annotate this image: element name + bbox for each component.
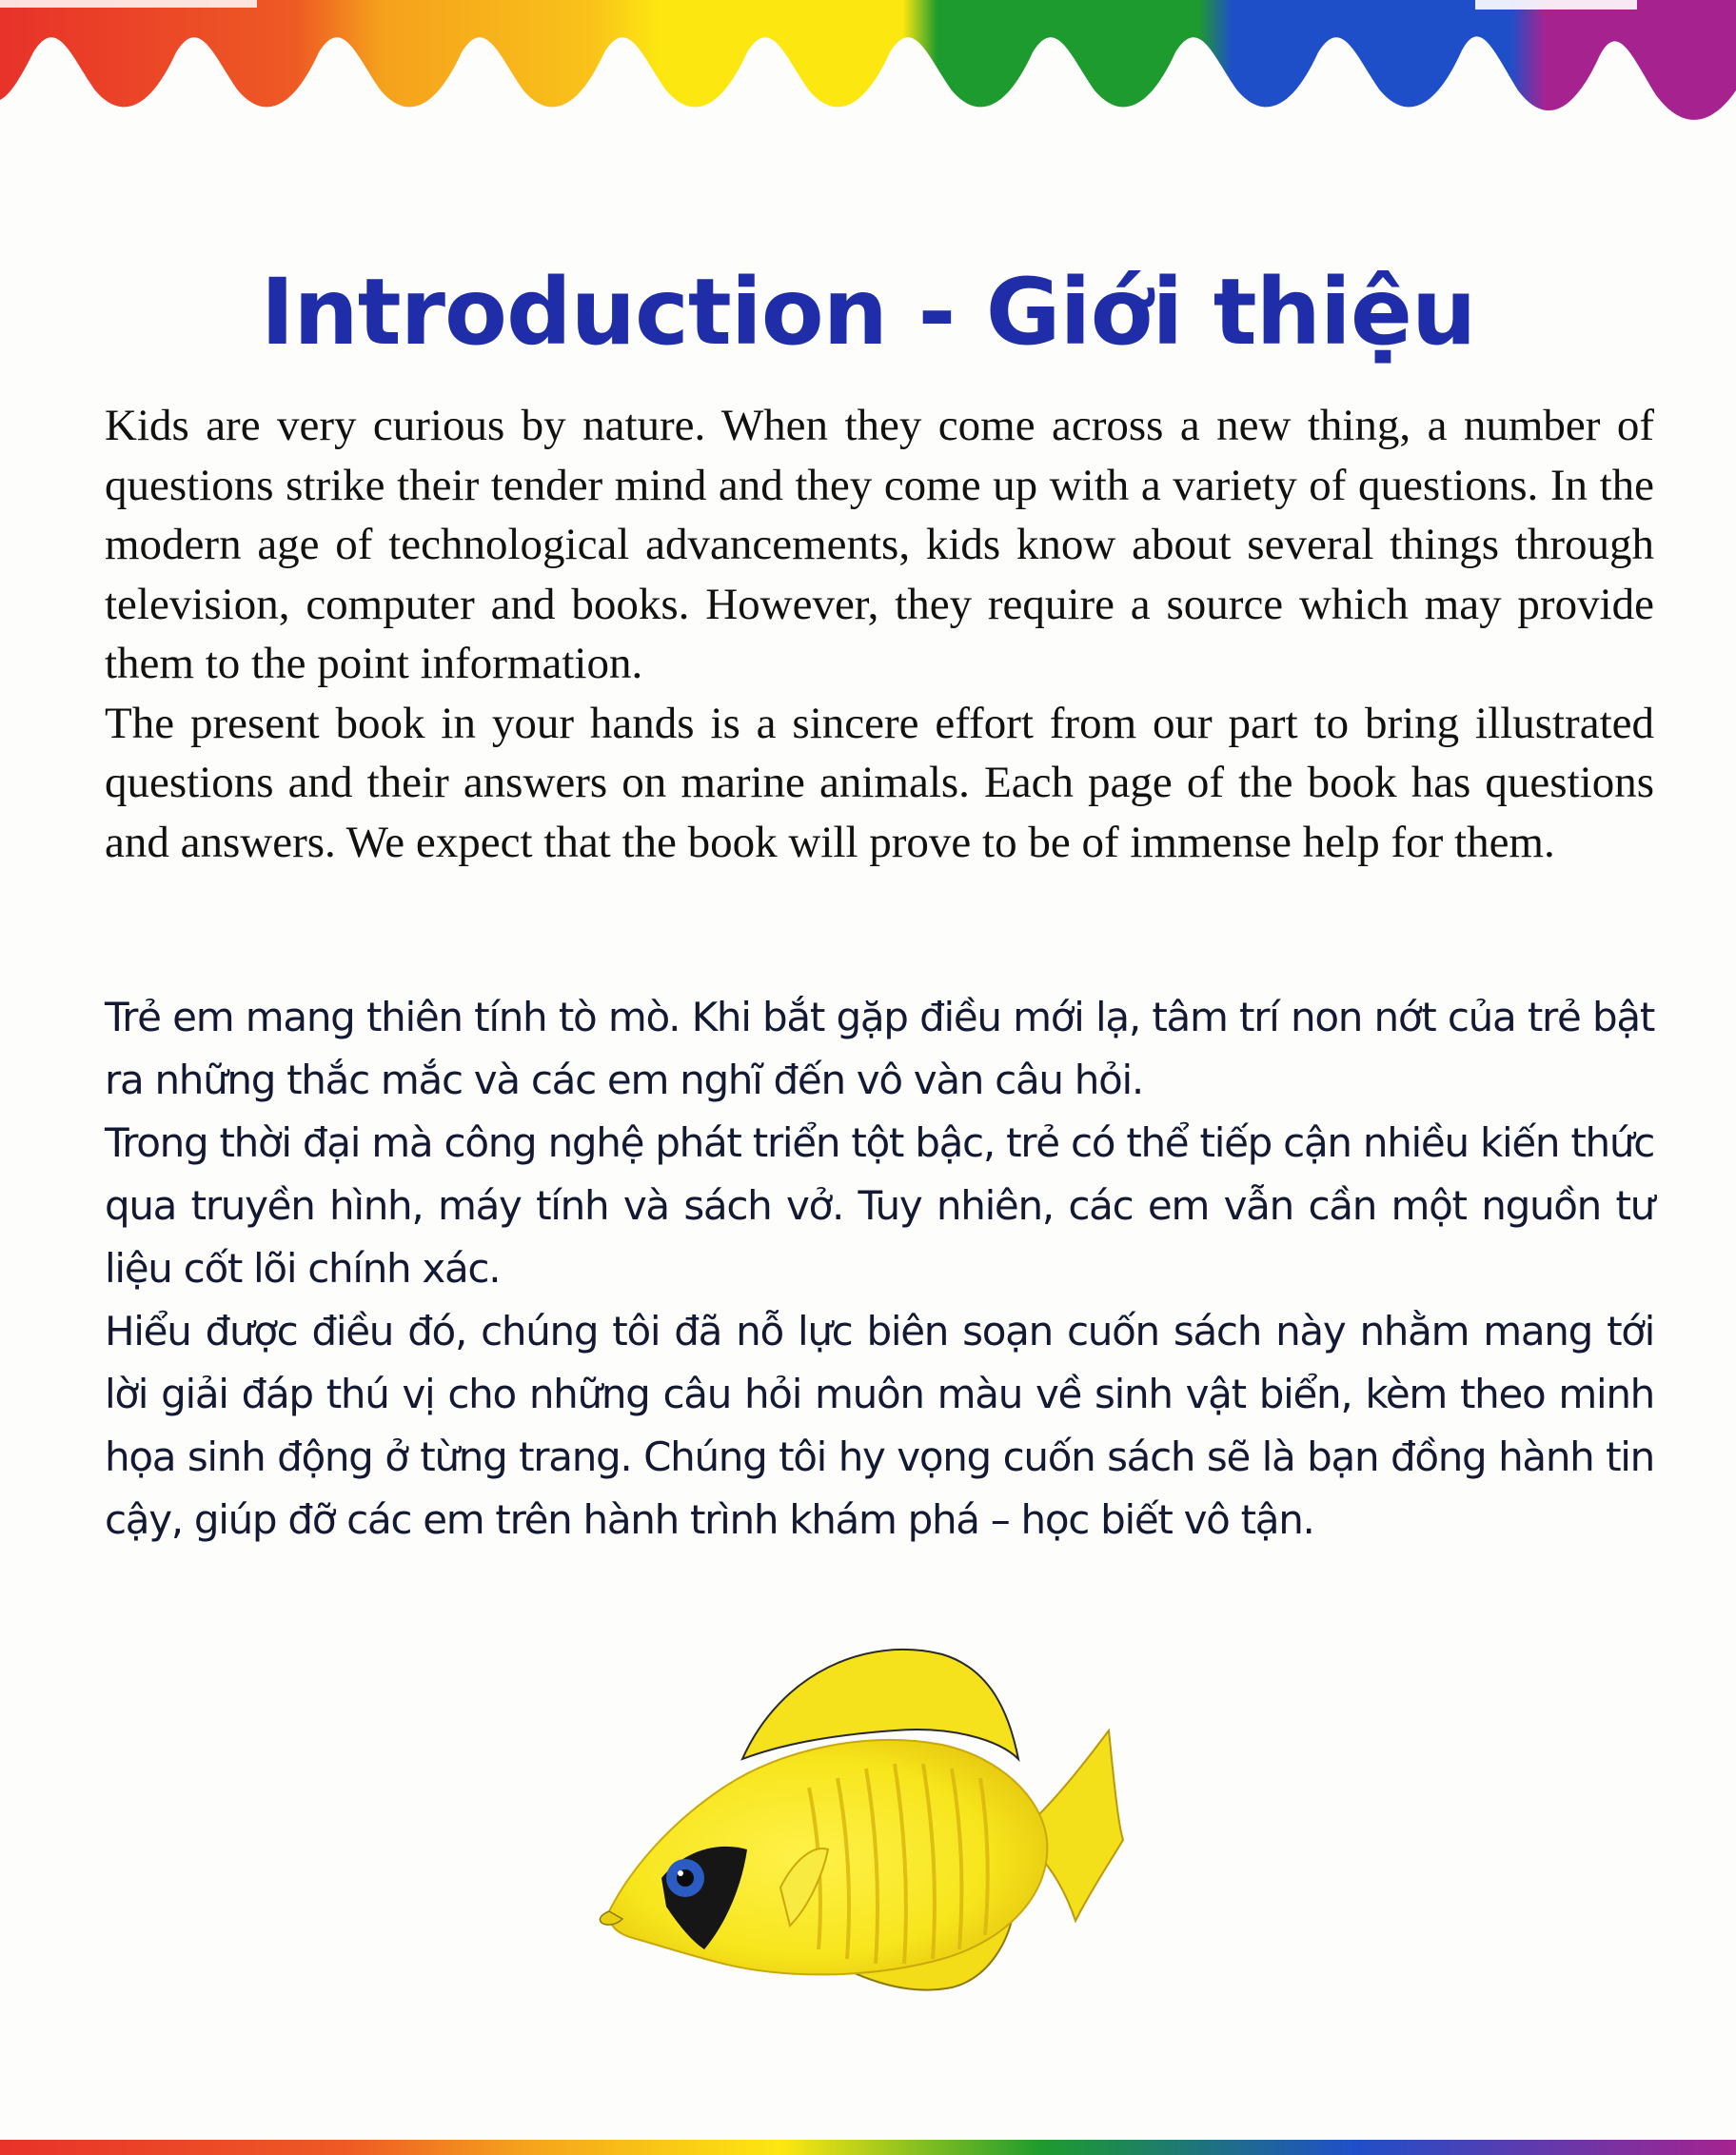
vietnamese-introduction bbox=[105, 986, 1654, 1552]
vietnamese-paragraph-3: Hiểu được điều đó, chúng tôi đã nỗ lực biên soạn cuốn sách này nhằm mang tới lời giải đáp thú vị cho những câu hỏi muôn màu về sinh vật biển, kèm theo minh họa sinh động ở từng trang. Chúng tôi hy vọng cuốn sách sẽ là bạn đồng hành tin cậy, giúp đỡ các em trên hành trình khám phá – học biết vô tận. bbox=[105, 1308, 1654, 1543]
page-title: Introduction - Giới thiệu bbox=[260, 259, 1476, 366]
butterflyfish-illustration bbox=[590, 1635, 1142, 2035]
english-paragraph-1: Kids are very curious by nature. When they come across a new thing, a number of questions strike their tender mind and they come up with a variety of questions. In the modern age of technological advancements, kids know about several things through television, computer and books. However, they require a source which may provide them to the point information. bbox=[105, 401, 1654, 688]
english-paragraph-2: The present book in your hands is a sincere effort from our part to bring illustrated questions and their answers on marine animals. Each page of the book has questions and answers. We expect that the book will prove to be of immense help for them. bbox=[105, 698, 1654, 867]
vietnamese-paragraph-1: Trẻ em mang thiên tính tò mò. Khi bắt gặp điều mới lạ, tâm trí non nớt của trẻ bật ra những thắc mắc và các em nghĩ đến vô vàn câu hỏi. bbox=[105, 994, 1654, 1103]
fish-tail bbox=[1037, 1730, 1123, 1921]
rainbow-bottom-border bbox=[0, 2134, 1736, 2155]
english-introduction bbox=[105, 396, 1654, 872]
rainbow-top-border bbox=[0, 0, 1736, 143]
fish-body bbox=[609, 1740, 1048, 1974]
vietnamese-paragraph-2: Trong thời đại mà công nghệ phát triển tột bậc, trẻ có thể tiếp cận nhiều kiến thức qua truyền hình, máy tính và sách vở. Tuy nhiên, các em vẫn cần một nguồn tư liệu cốt lõi chính xác. bbox=[105, 1119, 1654, 1292]
